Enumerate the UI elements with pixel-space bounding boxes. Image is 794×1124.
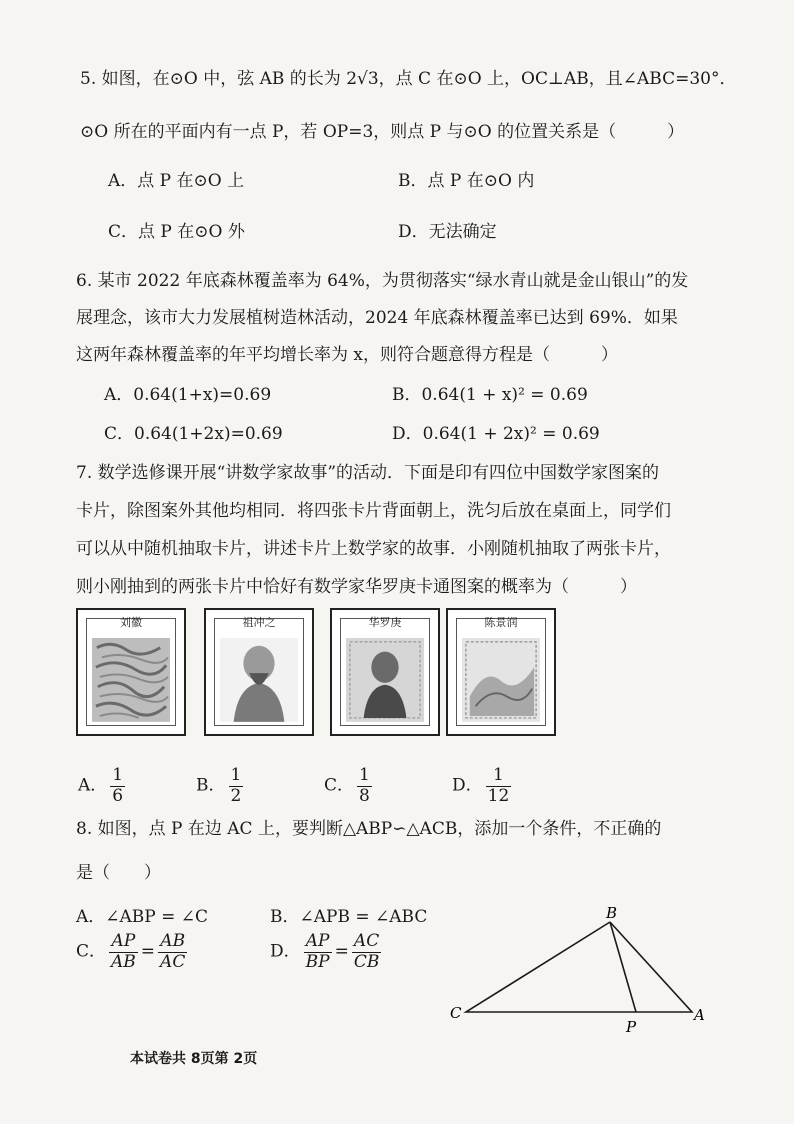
q6-line3: 这两年森林覆盖率的年平均增长率为 x，则符合题意得方程是（ ）	[76, 345, 618, 365]
q5-option-d: D．无法确定	[398, 222, 497, 242]
numerator: AP	[109, 932, 138, 953]
option-label: D．	[270, 941, 301, 962]
q7-line1: 7. 数学选修课开展“讲数学家故事”的活动．下面是印有四位中国数学家图案的	[76, 463, 660, 483]
denominator: CB	[353, 951, 380, 972]
page-footer: 本试卷共 8页第 2页	[130, 1051, 258, 1067]
card-hualuogeng	[330, 608, 440, 736]
numerator: 1	[359, 765, 370, 785]
option-label: B．	[196, 775, 226, 796]
q6-line2: 展理念，该市大力发展植树造林活动，2024 年底森林覆盖率已达到 69%．如果	[76, 308, 678, 328]
q6-option-a: A．0.64(1+x)=0.69	[104, 385, 272, 405]
fraction	[229, 766, 244, 806]
q8-line2: 是（ ）	[76, 863, 161, 883]
fraction	[304, 932, 332, 972]
card-name: 华罗庚	[368, 616, 402, 629]
q8-option-d: D． $\frac{AP}{BP}$ = $\frac{AC}{CB}$	[270, 931, 380, 972]
point-p: P	[626, 1018, 637, 1036]
numerator: AC	[352, 932, 382, 953]
portrait-image	[220, 638, 298, 722]
card-name: 刘徽	[120, 616, 142, 629]
denominator: 12	[487, 785, 510, 806]
numerator: 1	[230, 765, 242, 785]
card-liuhui	[76, 608, 186, 736]
vertex-a: A	[694, 1006, 705, 1024]
fraction	[158, 932, 187, 972]
denominator: 2	[230, 785, 242, 806]
portrait-image	[92, 638, 170, 722]
fraction	[357, 766, 372, 806]
q7-option-a	[78, 766, 128, 806]
numerator: AB	[158, 932, 187, 953]
option-label: C．	[76, 941, 107, 962]
q7-option-c	[324, 766, 375, 806]
vertex-b: B	[606, 904, 618, 922]
denominator: BP	[305, 951, 330, 972]
q5-option-c: C．点 P 在⊙O 外	[108, 222, 245, 242]
q8-option-c: C． $\frac{AP}{AB}$ = $\frac{AB}{AC}$	[76, 931, 186, 972]
denominator: 8	[359, 785, 370, 806]
q6-line1: 6. 某市 2022 年底森林覆盖率为 64%，为贯彻落实“绿水青山就是金山银山”的发	[76, 271, 689, 291]
fraction	[110, 766, 125, 806]
denominator: 6	[112, 785, 124, 806]
triangle-abc	[466, 922, 692, 1012]
q8-option-b: B．∠APB = ∠ABC	[270, 907, 428, 927]
card-name: 陈景润	[484, 616, 518, 629]
q7-option-d	[452, 766, 514, 806]
q8-line1: 8. 如图，点 P 在边 AC 上，要判断△ABP∽△ACB，添加一个条件，不正确的	[76, 819, 662, 839]
q7-line4: 则小刚抽到的两张卡片中恰好有数学家华罗庚卡通图案的概率为（ ）	[76, 577, 637, 597]
numerator: 1	[112, 765, 124, 785]
portrait-image	[346, 638, 424, 722]
q5-option-a: A．点 P 在⊙O 上	[108, 171, 245, 191]
vertex-c: C	[450, 1004, 462, 1022]
q5-option-b: B．点 P 在⊙O 内	[398, 171, 535, 191]
portrait-image	[462, 638, 540, 722]
card-name: 祖冲之	[242, 616, 276, 629]
q6-option-d: D．0.64(1 + 2x)² = 0.69	[392, 424, 600, 444]
denominator: AC	[160, 951, 186, 972]
card-zuchongzhi	[204, 608, 314, 736]
q7-line3: 可以从中随机抽取卡片，讲述卡片上数学家的故事．小刚随机抽取了两张卡片，	[76, 539, 671, 559]
q5-line2: ⊙O 所在的平面内有一点 P，若 OP=3，则点 P 与⊙O 的位置关系是（ ）	[80, 122, 685, 142]
q6-option-c: C．0.64(1+2x)=0.69	[104, 424, 283, 444]
q7-line2: 卡片，除图案外其他均相同．将四张卡片背面朝上，洗匀后放在桌面上，同学们	[76, 501, 671, 521]
numerator: AP	[304, 932, 332, 953]
q8-option-a: A．∠ABP = ∠C	[76, 907, 209, 927]
card-chenjingrun	[446, 608, 556, 736]
q6-option-b: B．0.64(1 + x)² = 0.69	[392, 385, 588, 405]
option-label: A．	[78, 775, 108, 796]
triangle-figure	[440, 900, 720, 1040]
option-label: C．	[324, 775, 355, 796]
numerator: 1	[486, 766, 512, 787]
option-label: D．	[452, 775, 483, 796]
fraction	[352, 932, 382, 972]
q5-line1: 5. 如图，在⊙O 中，弦 AB 的长为 2√3，点 C 在⊙O 上，OC⊥AB，且∠ABC=30°．	[80, 69, 737, 89]
denominator: AB	[111, 951, 136, 972]
q7-option-b	[196, 766, 246, 806]
fraction	[486, 766, 512, 806]
fraction	[109, 932, 138, 972]
